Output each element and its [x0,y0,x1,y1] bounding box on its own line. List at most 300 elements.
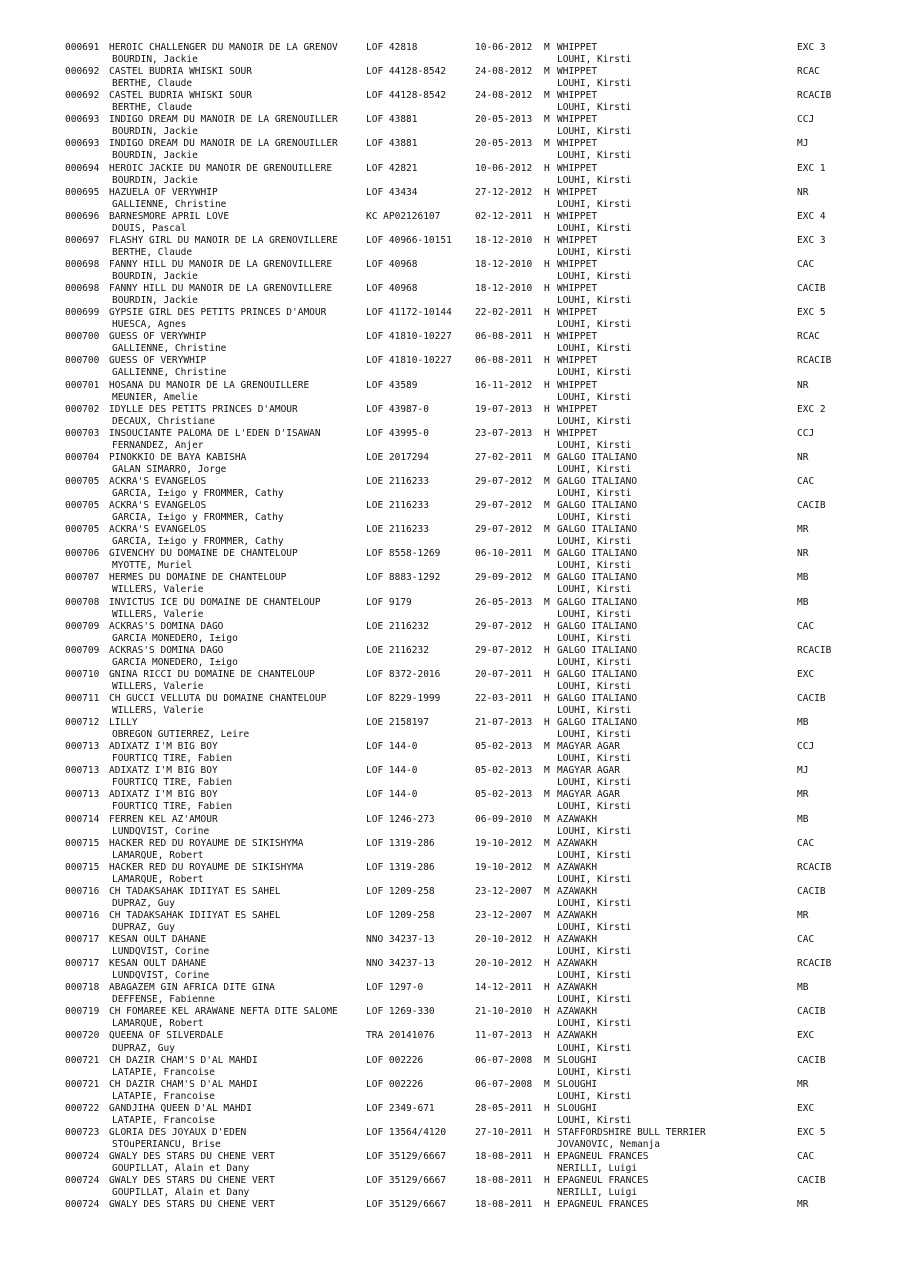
registration-number: LOF 41172-10144 [366,307,452,319]
birth-date: 10-06-2012 [475,42,533,53]
sex: H [544,258,550,270]
breed: SLOUGHI [557,1078,598,1090]
judge-name: LOUHI, Kirsti [557,488,632,500]
registration-number: LOF 1209-258 [366,909,435,921]
entry-row [65,1055,865,1079]
award: EXC 1 [797,162,826,174]
award: MJ [797,765,809,777]
birth-date: 29-07-2012 [475,620,533,632]
results-listing [65,42,865,1223]
owner-name: BOURDIN, Jackie [112,150,198,162]
judge-name: JOVANOVIC, Nemanja [557,1138,660,1150]
judge-name: NERILLI, Luigi [557,1187,638,1199]
birth-date: 06-09-2010 [475,813,533,825]
registration-number: LOF 1319-286 [366,861,435,873]
owner-name: LAMARQUE, Robert [112,1018,204,1030]
registration-number: LOF 42821 [366,162,418,174]
entry-number: 000713 [65,789,100,801]
judge-name: LOUHI, Kirsti [557,946,632,958]
registration-number: TRA 20141076 [366,1030,435,1042]
entry-row [65,548,865,572]
entry-row [65,307,865,331]
breed: GALGO ITALIANO [557,644,638,656]
registration-number: LOF 44128-8542 [366,66,447,78]
breed: GALGO ITALIANO [557,524,638,536]
entry-number: 000705 [65,524,100,536]
dog-name: CASTEL BUDRIA WHISKI SOUR [109,90,252,102]
owner-name: MEUNIER, Amelie [112,391,198,403]
owner-name: WILLERS, Valerie [112,584,204,596]
owner-name: BERTHE, Claude [112,246,193,258]
owner-name: STOuPERIANCU, Brise [112,1138,221,1150]
award: EXC 5 [797,1126,826,1138]
dog-name: HOSANA DU MANOIR DE LA GRENOUILLERE [109,379,310,391]
entry-row [65,645,865,669]
dog-name: KESAN OULT DAHANE [109,958,207,970]
breed: MAGYAR AGAR [557,765,620,777]
birth-date: 26-05-2013 [475,596,533,608]
entry-row [65,717,865,741]
dog-name: ACKRA'S EVANGELOS [109,524,207,536]
entry-number: 000712 [65,717,100,729]
judge-name: LOUHI, Kirsti [557,174,632,186]
judge-name: LOUHI, Kirsti [557,970,632,982]
award: MR [797,909,809,921]
registration-number: LOF 144-0 [366,765,418,777]
judge-name: LOUHI, Kirsti [557,198,632,210]
breed: WHIPPET [557,307,598,319]
breed: GALGO ITALIANO [557,596,638,608]
registration-number: LOF 144-0 [366,741,418,753]
birth-date: 19-10-2012 [475,837,533,849]
judge-name: LOUHI, Kirsti [557,729,632,741]
entry-number: 000692 [65,90,100,102]
sex: H [544,210,550,222]
birth-date: 20-05-2013 [475,114,533,126]
breed: WHIPPET [557,331,598,343]
dog-name: CH DAZIR CHAM'S D'AL MAHDI [109,1054,258,1066]
award: CCJ [797,741,815,753]
sex: M [544,524,550,536]
owner-name: GARCIA MONEDERO, I±igo [112,632,238,644]
dog-name: CH GUCCI VELLUTA DU DOMAINE CHANTELOUP [109,692,327,704]
registration-number: LOE 2116233 [366,524,429,536]
sex: M [544,1078,550,1090]
breed: GALGO ITALIANO [557,717,638,729]
judge-name: LOUHI, Kirsti [557,343,632,355]
registration-number: LOF 9179 [366,596,412,608]
entry-row [65,428,865,452]
award: CACIB [797,1054,826,1066]
breed: GALGO ITALIANO [557,451,638,463]
birth-date: 18-12-2010 [475,283,533,295]
dog-name: GUESS OF VERYWHIP [109,331,207,343]
owner-name: GARCIA, I±igo y FROMMER, Cathy [112,536,284,548]
breed: AZAWAKH [557,885,598,897]
entry-row [65,138,865,162]
entry-number: 000709 [65,644,100,656]
entry-row [65,1006,865,1030]
owner-name: GALLIENNE, Christine [112,198,227,210]
breed: GALGO ITALIANO [557,692,638,704]
owner-name: LAMARQUE, Robert [112,849,204,861]
award: CAC [797,837,815,849]
dog-name: HACKER RED DU ROYAUME DE SIKISHYMA [109,837,304,849]
entry-row [65,1030,865,1054]
birth-date: 20-10-2012 [475,934,533,946]
judge-name: LOUHI, Kirsti [557,102,632,114]
sex: H [544,1199,550,1211]
award: NR [797,379,809,391]
breed: AZAWAKH [557,813,598,825]
judge-name: LOUHI, Kirsti [557,367,632,379]
owner-name: WILLERS, Valerie [112,680,204,692]
entry-number: 000700 [65,331,100,343]
dog-name: GIVENCHY DU DOMAINE DE CHANTELOUP [109,548,298,560]
entry-number: 000710 [65,668,100,680]
birth-date: 06-07-2008 [475,1054,533,1066]
judge-name: LOUHI, Kirsti [557,126,632,138]
dog-name: GNINA RICCI DU DOMAINE DE CHANTELOUP [109,668,315,680]
judge-name: LOUHI, Kirsti [557,54,632,66]
registration-number: LOF 002226 [366,1078,424,1090]
award: RCACIB [797,958,832,970]
breed: GALGO ITALIANO [557,620,638,632]
entry-row [65,235,865,259]
judge-name: LOUHI, Kirsti [557,415,632,427]
registration-number: LOF 35129/6667 [366,1199,447,1211]
sex: M [544,813,550,825]
registration-number: KC AP02126107 [366,210,441,222]
birth-date: 05-02-2013 [475,765,533,777]
judge-name: LOUHI, Kirsti [557,849,632,861]
breed: WHIPPET [557,427,598,439]
birth-date: 22-03-2011 [475,692,533,704]
entry-number: 000724 [65,1151,100,1163]
registration-number: LOF 43995-0 [366,427,429,439]
breed: GALGO ITALIANO [557,572,638,584]
birth-date: 20-07-2011 [475,668,533,680]
entry-number: 000698 [65,283,100,295]
award: CAC [797,620,815,632]
dog-name: CH TADAKSAHAK IDIIYAT ES SAHEL [109,885,281,897]
registration-number: LOF 40968 [366,283,418,295]
owner-name: LATAPIE, Francoise [112,1114,215,1126]
entry-number: 000706 [65,548,100,560]
birth-date: 10-06-2012 [475,162,533,174]
award: CCJ [797,427,815,439]
award: CAC [797,258,815,270]
entry-row [65,163,865,187]
dog-name: GWALY DES STARS DU CHENE VERT [109,1199,275,1211]
award: RCACIB [797,861,832,873]
judge-name: LOUHI, Kirsti [557,1018,632,1030]
sex: H [544,1151,550,1163]
entry-number: 000708 [65,596,100,608]
birth-date: 23-07-2013 [475,427,533,439]
dog-name: HEROIC CHALLENGER DU MANOIR DE LA GRENOV [109,42,338,53]
birth-date: 27-02-2011 [475,451,533,463]
registration-number: NNO 34237-13 [366,934,435,946]
entry-row [65,1175,865,1199]
dog-name: HERMES DU DOMAINE DE CHANTELOUP [109,572,287,584]
entry-number: 000718 [65,982,100,994]
birth-date: 29-07-2012 [475,644,533,656]
owner-name: BOURDIN, Jackie [112,54,198,66]
owner-name: GARCIA MONEDERO, I±igo [112,656,238,668]
award: EXC 3 [797,42,826,53]
entry-row [65,259,865,283]
entry-row [65,524,865,548]
owner-name: LUNDQVIST, Corine [112,946,210,958]
sex: H [544,403,550,415]
dog-name: INVICTUS ICE DU DOMAINE DE CHANTELOUP [109,596,321,608]
sex: M [544,114,550,126]
judge-name: LOUHI, Kirsti [557,994,632,1006]
registration-number: LOF 13564/4120 [366,1126,447,1138]
sex: H [544,1102,550,1114]
award: EXC 5 [797,307,826,319]
owner-name: DECAUX, Christiane [112,415,215,427]
registration-number: LOE 2017294 [366,451,429,463]
entry-number: 000717 [65,934,100,946]
birth-date: 06-10-2011 [475,548,533,560]
sex: M [544,500,550,512]
award: CAC [797,475,815,487]
sex: H [544,234,550,246]
registration-number: LOF 43987-0 [366,403,429,415]
sex: H [544,1030,550,1042]
award: CCJ [797,114,815,126]
judge-name: LOUHI, Kirsti [557,608,632,620]
dog-name: CASTEL BUDRIA WHISKI SOUR [109,66,252,78]
breed: EPAGNEUL FRANCES [557,1175,649,1187]
entry-row [65,404,865,428]
birth-date: 27-10-2011 [475,1126,533,1138]
entry-number: 000695 [65,186,100,198]
sex: H [544,307,550,319]
owner-name: OBREGON GUTIERREZ, Leire [112,729,250,741]
dog-name: ABAGAZEM GIN AFRICA DITE GINA [109,982,275,994]
owner-name: DUPRAZ, Guy [112,1042,175,1054]
entry-row [65,1127,865,1151]
dog-name: FERREN KEL AZ'AMOUR [109,813,218,825]
breed: WHIPPET [557,162,598,174]
registration-number: LOF 1209-258 [366,885,435,897]
registration-number: LOF 44128-8542 [366,90,447,102]
award: EXC [797,1102,815,1114]
registration-number: LOF 1269-330 [366,1006,435,1018]
entry-row [65,476,865,500]
sex: M [544,741,550,753]
entry-number: 000720 [65,1030,100,1042]
registration-number: LOF 40968 [366,258,418,270]
dog-name: INDIGO DREAM DU MANOIR DE LA GRENOUILLER [109,114,338,126]
birth-date: 18-08-2011 [475,1175,533,1187]
breed: WHIPPET [557,355,598,367]
birth-date: 18-08-2011 [475,1151,533,1163]
award: RCACIB [797,355,832,367]
entry-number: 000715 [65,837,100,849]
judge-name: LOUHI, Kirsti [557,1114,632,1126]
entry-row [65,1103,865,1127]
entry-number: 000713 [65,765,100,777]
entry-number: 000724 [65,1175,100,1187]
dog-name: INSOUCIANTE PALOMA DE L'EDEN D'ISAWAN [109,427,321,439]
judge-name: LOUHI, Kirsti [557,536,632,548]
owner-name: MYOTTE, Muriel [112,560,193,572]
birth-date: 06-08-2011 [475,355,533,367]
entry-row [65,982,865,1006]
entry-number: 000698 [65,258,100,270]
award: RCACIB [797,90,832,102]
judge-name: LOUHI, Kirsti [557,439,632,451]
breed: WHIPPET [557,403,598,415]
birth-date: 29-07-2012 [475,475,533,487]
judge-name: LOUHI, Kirsti [557,295,632,307]
award: CACIB [797,283,826,295]
breed: WHIPPET [557,90,598,102]
entry-number: 000703 [65,427,100,439]
breed: WHIPPET [557,379,598,391]
sex: M [544,138,550,150]
entry-row [65,693,865,717]
birth-date: 18-12-2010 [475,258,533,270]
registration-number: LOF 41810-10227 [366,355,452,367]
sex: H [544,982,550,994]
breed: WHIPPET [557,283,598,295]
breed: WHIPPET [557,114,598,126]
entry-row [65,90,865,114]
breed: WHIPPET [557,138,598,150]
dog-name: ACKRAS'S DOMINA DAGO [109,644,224,656]
award: RCAC [797,66,820,78]
entry-row [65,331,865,355]
breed: WHIPPET [557,258,598,270]
breed: GALGO ITALIANO [557,668,638,680]
breed: AZAWAKH [557,1006,598,1018]
dog-name: ADIXATZ I'M BIG BOY [109,741,218,753]
breed: AZAWAKH [557,909,598,921]
breed: MAGYAR AGAR [557,741,620,753]
breed: EPAGNEUL FRANCES [557,1151,649,1163]
entry-row [65,789,865,813]
sex: H [544,162,550,174]
breed: AZAWAKH [557,1030,598,1042]
birth-date: 11-07-2013 [475,1030,533,1042]
breed: AZAWAKH [557,837,598,849]
breed: GALGO ITALIANO [557,548,638,560]
sex: M [544,909,550,921]
dog-name: PINOKKIO DE BAYA KABISHA [109,451,247,463]
judge-name: LOUHI, Kirsti [557,873,632,885]
owner-name: GOUPILLAT, Alain et Dany [112,1187,250,1199]
sex: M [544,1054,550,1066]
entry-number: 000702 [65,403,100,415]
award: CACIB [797,1006,826,1018]
dog-name: ADIXATZ I'M BIG BOY [109,765,218,777]
owner-name: LATAPIE, Francoise [112,1066,215,1078]
birth-date: 16-11-2012 [475,379,533,391]
dog-name: IDYLLE DES PETITS PRINCES D'AMOUR [109,403,298,415]
birth-date: 22-02-2011 [475,307,533,319]
sex: H [544,958,550,970]
registration-number: LOF 1297-0 [366,982,424,994]
award: EXC 2 [797,403,826,415]
owner-name: BOURDIN, Jackie [112,126,198,138]
registration-number: LOF 8372-2016 [366,668,441,680]
dog-name: INDIGO DREAM DU MANOIR DE LA GRENOUILLER [109,138,338,150]
owner-name: GARCIA, I±igo y FROMMER, Cathy [112,512,284,524]
dog-name: LILLY [109,717,138,729]
breed: AZAWAKH [557,982,598,994]
entry-number: 000693 [65,114,100,126]
owner-name: DUPRAZ, Guy [112,921,175,933]
judge-name: LOUHI, Kirsti [557,560,632,572]
dog-name: KESAN OULT DAHANE [109,934,207,946]
award: CAC [797,1151,815,1163]
sex: H [544,668,550,680]
entry-row [65,862,865,886]
breed: WHIPPET [557,210,598,222]
registration-number: LOF 1319-286 [366,837,435,849]
judge-name: LOUHI, Kirsti [557,150,632,162]
birth-date: 24-08-2012 [475,90,533,102]
dog-name: FANNY HILL DU MANOIR DE LA GRENOVILLERE [109,258,333,270]
judge-name: LOUHI, Kirsti [557,705,632,716]
entry-number: 000696 [65,210,100,222]
judge-name: LOUHI, Kirsti [557,246,632,258]
dog-name: ACKRA'S EVANGELOS [109,475,207,487]
award: MR [797,524,809,536]
breed: WHIPPET [557,234,598,246]
judge-name: LOUHI, Kirsti [557,463,632,475]
sex: H [544,934,550,946]
dog-name: ACKRAS'S DOMINA DAGO [109,620,224,632]
birth-date: 20-10-2012 [475,958,533,970]
award: CAC [797,934,815,946]
entry-number: 000713 [65,741,100,753]
award: EXC 3 [797,234,826,246]
award: CACIB [797,500,826,512]
entry-row [65,452,865,476]
award: MB [797,717,809,729]
entry-row [65,814,865,838]
owner-name: DOUIS, Pascal [112,222,187,234]
award: EXC [797,1030,815,1042]
entry-number: 000704 [65,451,100,463]
sex: H [544,283,550,295]
award: CACIB [797,692,826,704]
sex: M [544,765,550,777]
dog-name: HACKER RED DU ROYAUME DE SIKISHYMA [109,861,304,873]
owner-name: FOURTICQ TIRE, Fabien [112,753,233,765]
judge-name: LOUHI, Kirsti [557,777,632,789]
registration-number: LOF 42818 [366,42,418,53]
birth-date: 29-07-2012 [475,500,533,512]
entry-number: 000714 [65,813,100,825]
birth-date: 23-12-2007 [475,885,533,897]
entry-row [65,500,865,524]
entry-row [65,1151,865,1175]
registration-number: LOF 35129/6667 [366,1175,447,1187]
entry-row [65,1079,865,1103]
sex: H [544,692,550,704]
dog-name: GWALY DES STARS DU CHENE VERT [109,1175,275,1187]
breed: STAFFORDSHIRE BULL TERRIER [557,1126,706,1138]
registration-number: LOF 8883-1292 [366,572,441,584]
breed: WHIPPET [557,42,598,53]
